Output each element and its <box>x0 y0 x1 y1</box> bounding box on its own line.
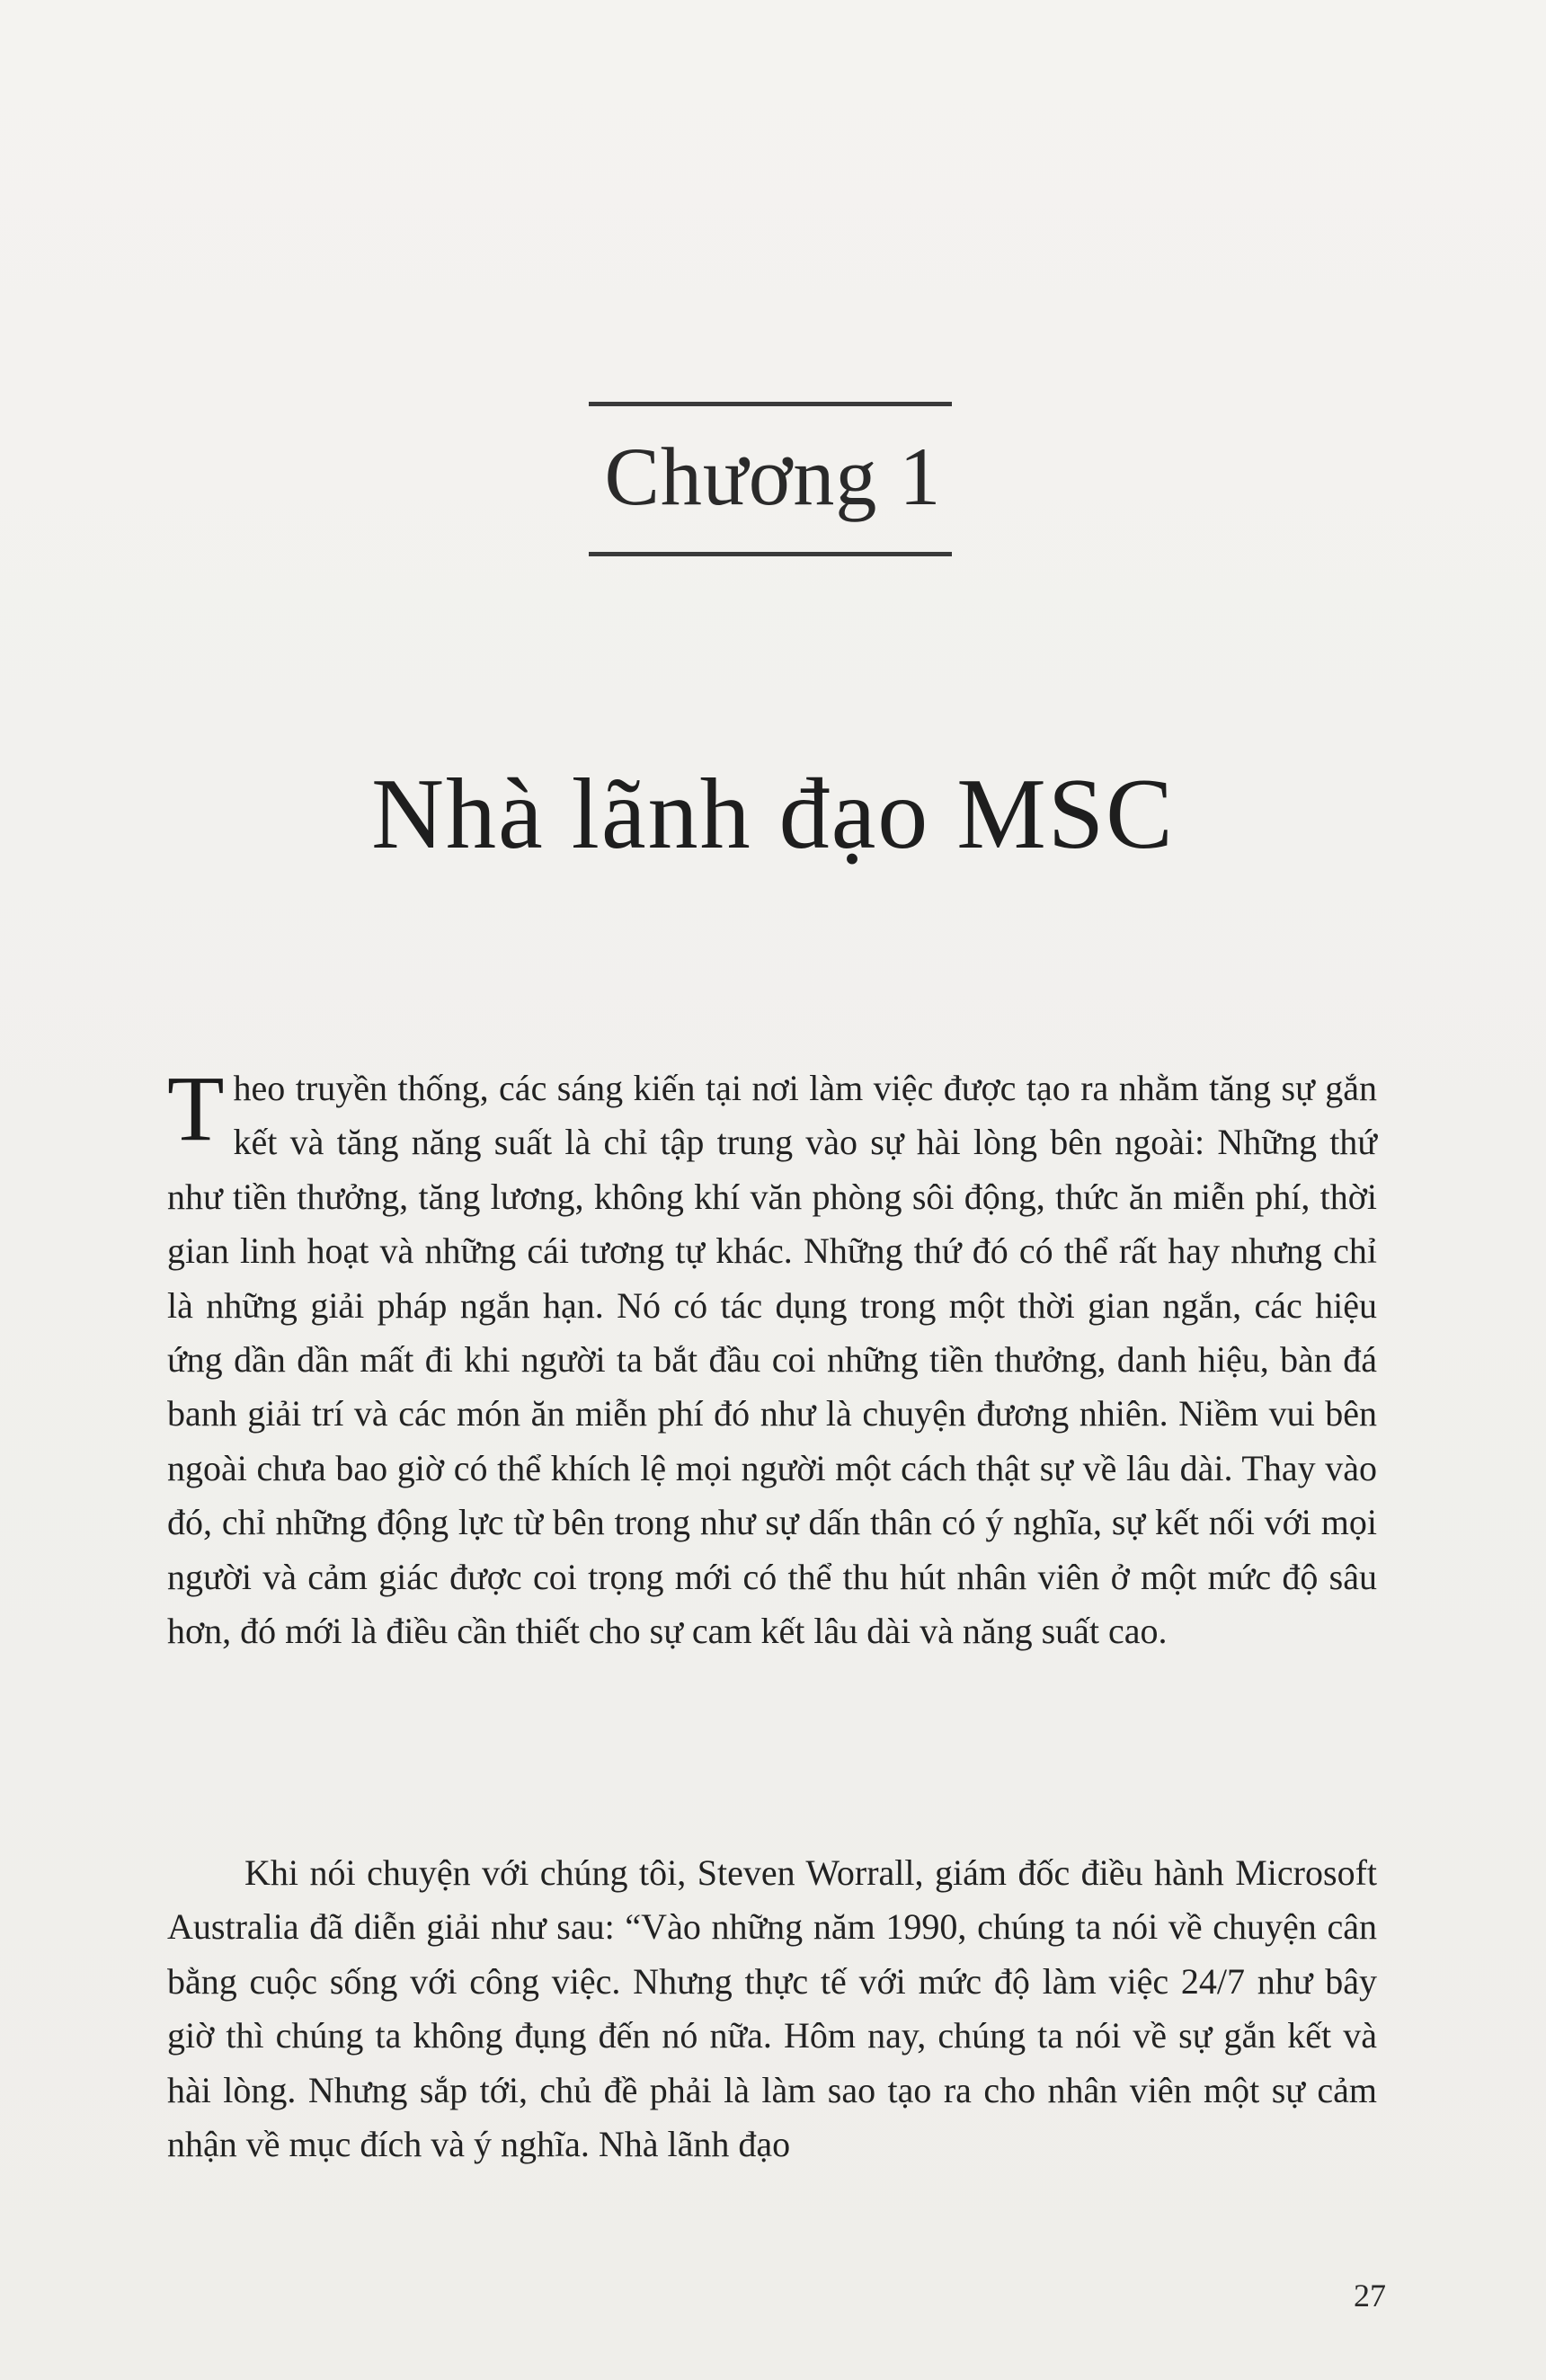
chapter-rule-top <box>589 402 952 406</box>
chapter-rule-bottom <box>589 552 952 556</box>
body-paragraph-2: Khi nói chuyện với chúng tôi, Steven Worrall, giám đốc điều hành Microsoft Australia đã diễn giải như sau: “Vào những năm 1990, chúng ta nói về chuyện cân bằng cuộc sống với công việc. Nhưng thực tế với mức độ làm việc 24/7 như bây giờ thì chúng ta không đụng đến nó nữa. Hôm nay, chúng ta nói về sự gắn kết và hài lòng. Nhưng sắp tới, chủ đề phải là làm sao tạo ra cho nhân viên một sự cảm nhận về mục đích và ý nghĩa. Nhà lãnh đạo <box>167 1852 1377 2165</box>
page-number: 27 <box>1354 2278 1386 2313</box>
drop-cap: T <box>167 1057 225 1160</box>
chapter-label: Chương 1 <box>604 431 942 522</box>
body-paragraph-1 <box>167 1057 1377 1658</box>
paragraph-1-text: heo truyền thống, các sáng kiến tại nơi làm việc được tạo ra nhằm tăng sự gắn kết và tăng năng suất là chỉ tập trung vào sự hài lòng bên ngoài: Những thứ như tiền thưởng, tăng lương, không khí văn phòng sôi động, thức ăn miễn phí, thời gian linh hoạt và những cái tương tự khác. Những thứ đó có thể rất hay nhưng chỉ là những giải pháp ngắn hạn. Nó có tác dụng trong một thời gian ngắn, các hiệu ứng dần dần mất đi khi người ta bắt đầu coi những tiền thưởng, danh hiệu, bàn đá banh giải trí và các món ăn miễn phí đó như là chuyện đương nhiên. Niềm vui bên ngoài chưa bao giờ có thể khích lệ mọi người một cách thật sự về lâu dài. Thay vào đó, chỉ những động lực từ bên trong như sự dấn thân có ý nghĩa, sự kết nối với mọi người và cảm giác được coi trọng mới có thể thu hút nhân viên ở một mức độ sâu hơn, đó mới là điều cần thiết cho sự cam kết lâu dài và năng suất cao. <box>167 1068 1377 1652</box>
chapter-title: Nhà lãnh đạo MSC <box>371 759 1175 870</box>
